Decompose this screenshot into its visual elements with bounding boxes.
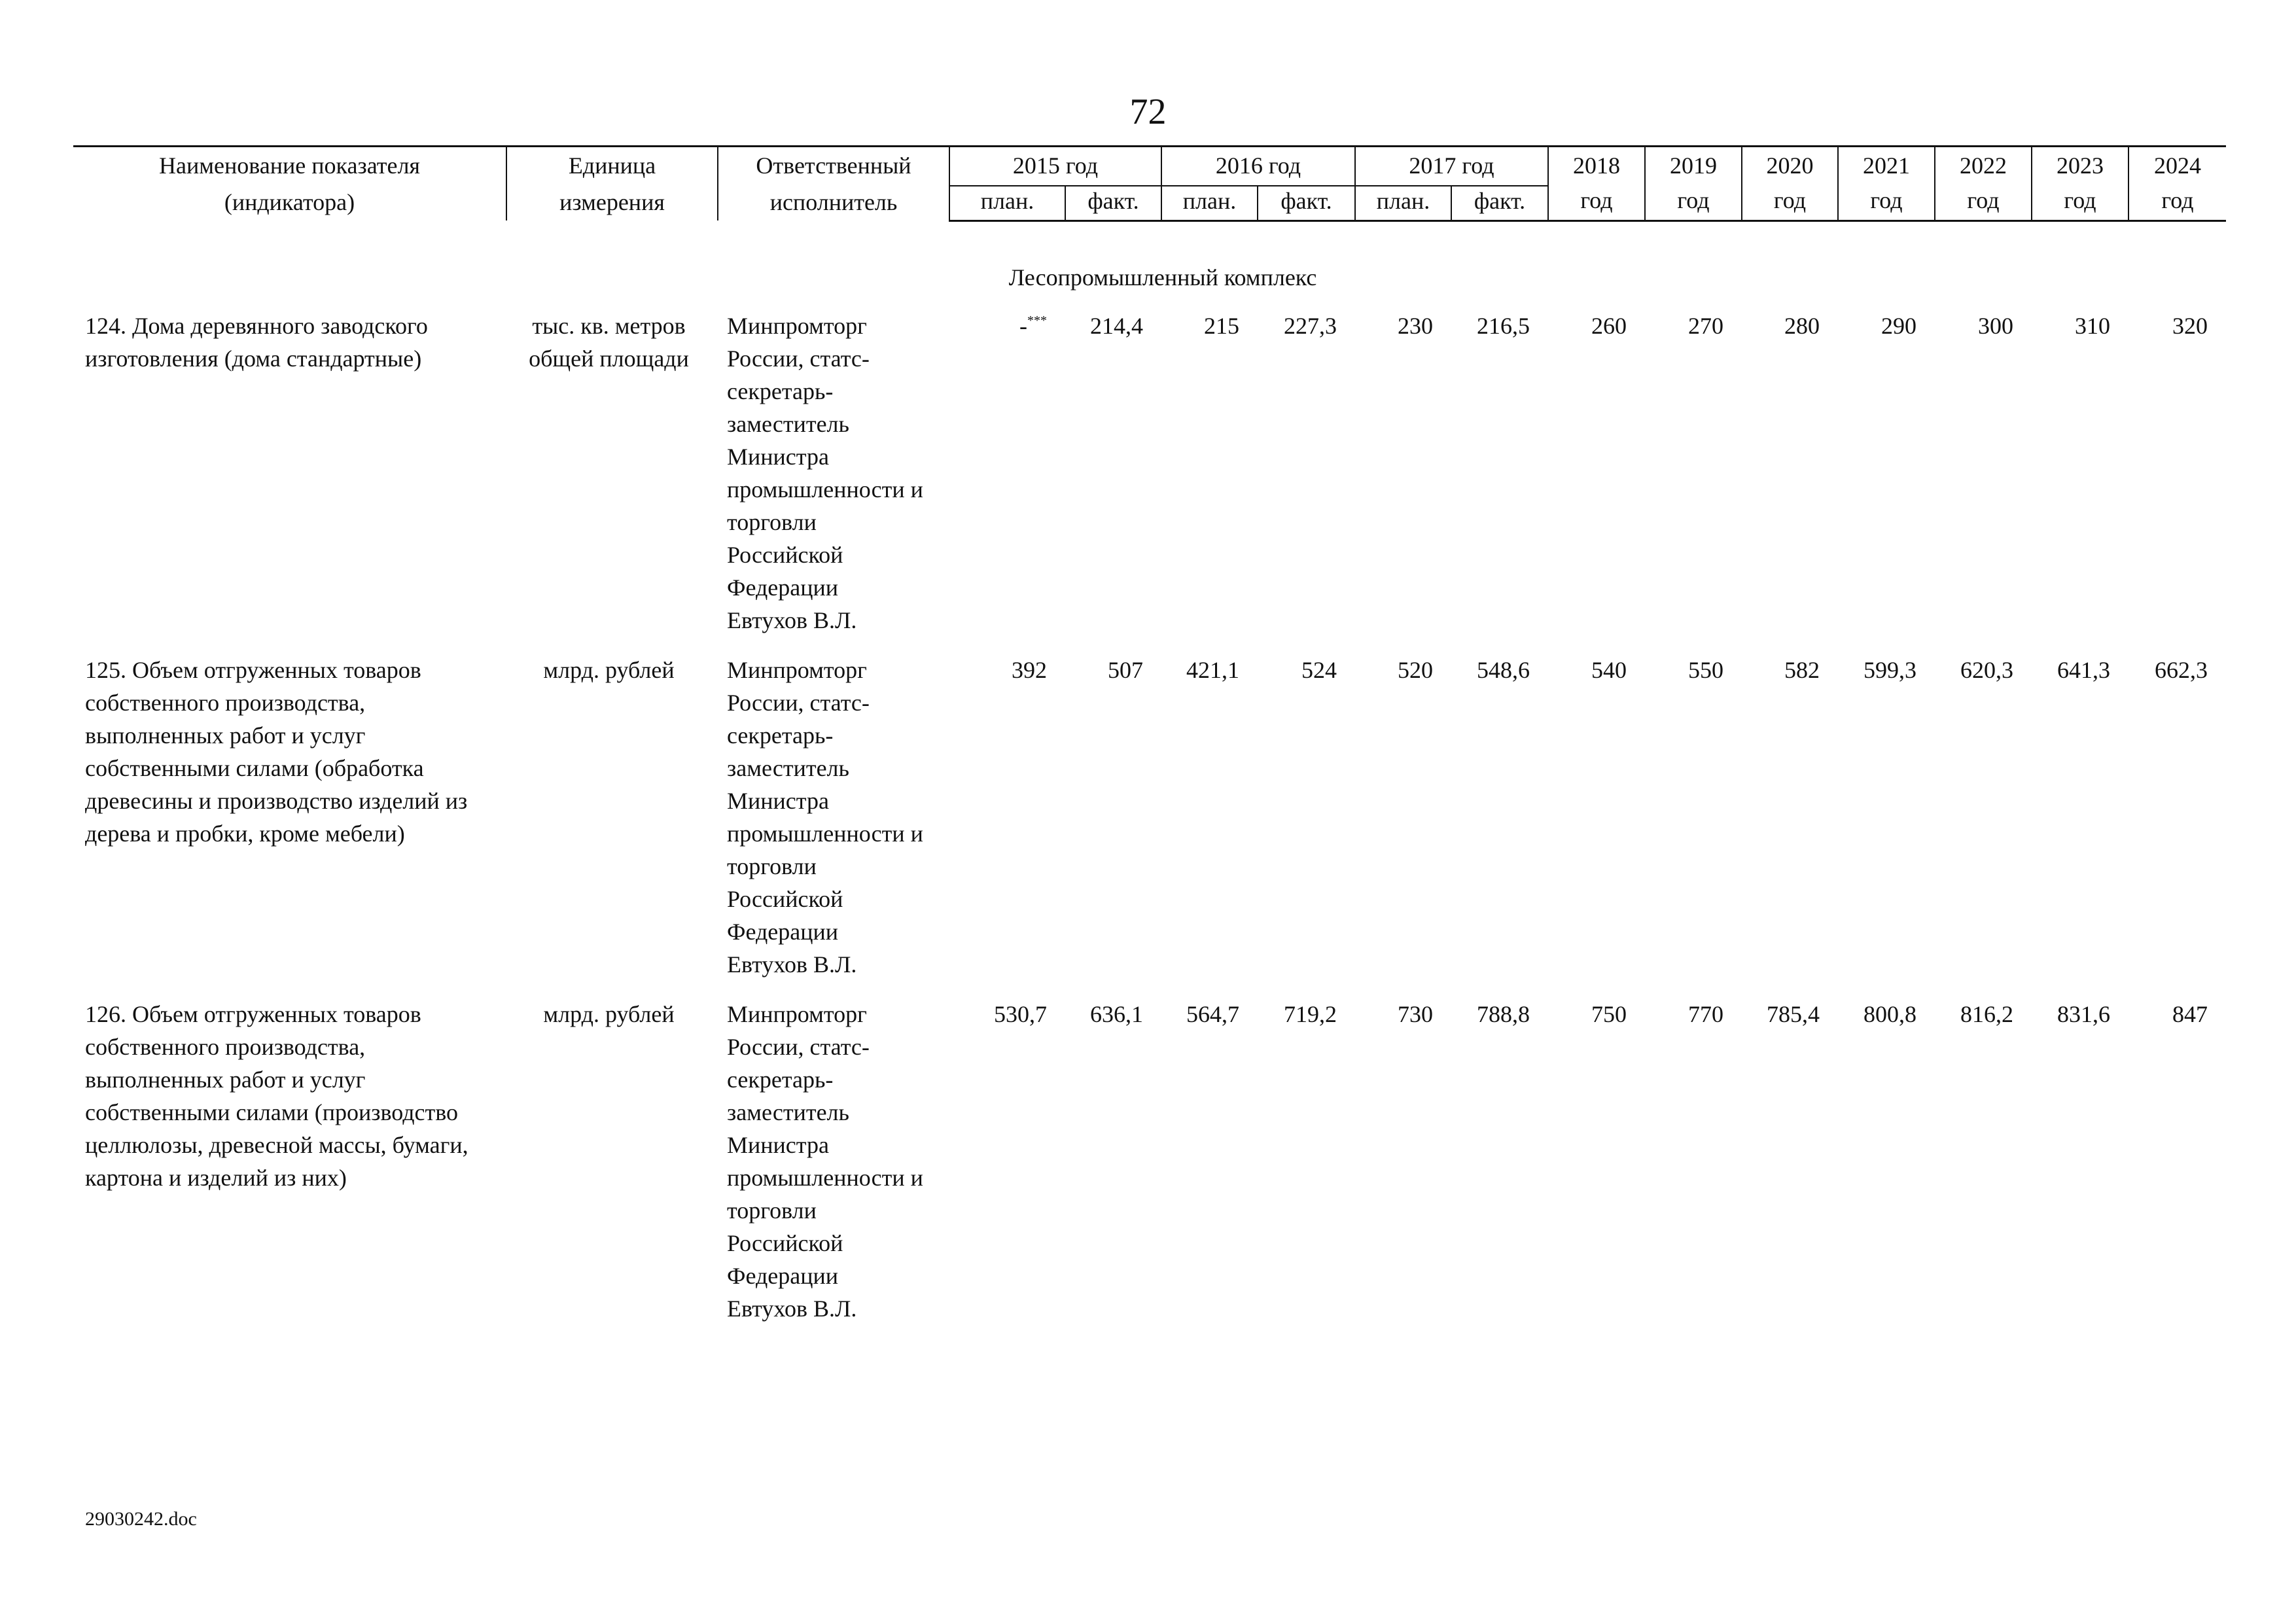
value-2021: 800,8 (1863, 1000, 1916, 1027)
indicator-name: 126. Объем отгруженных товаров собственного производства, выполненных работ и услуг собственными силами (производство целлюлозы, древесной массы, бумаги, картона и изделий из них) (85, 1000, 468, 1191)
value-text: 530,7 (994, 1000, 1047, 1027)
value-2023: 831,6 (2057, 1000, 2110, 1027)
header-indicator-name (73, 147, 506, 221)
responsible-line: торговли (727, 1197, 817, 1224)
responsible-line: Минпромторг (727, 1000, 867, 1027)
value-2021: 290 (1881, 312, 1916, 339)
responsible-line: секретарь- (727, 378, 834, 404)
section-cell (73, 220, 2226, 303)
value-2020: 582 (1784, 656, 1820, 683)
value-2022: 816,2 (1960, 1000, 2013, 1027)
section-title: Лесопромышленный комплекс (1008, 264, 1317, 291)
header-god-2022: год (1935, 186, 2032, 220)
header-year-2016: 2016 год (1161, 147, 1355, 186)
value-2016-fact: 524 (1301, 656, 1337, 683)
value-2016-plan: 215 (1204, 312, 1239, 339)
responsible-line: Минпромторг (727, 656, 867, 683)
section-row (73, 220, 2226, 303)
responsible-line: Министра (727, 1131, 829, 1158)
header-god-2021: год (1838, 186, 1935, 220)
header-responsible-line1: Ответственный (756, 152, 911, 179)
header-unit-line2: измерения (559, 189, 665, 215)
indicator-name: 124. Дома деревянного заводского изготовления (дома стандартные) (85, 312, 428, 372)
header-year-2017: 2017 год (1355, 147, 1548, 186)
value-2015-fact: 507 (1108, 656, 1143, 683)
value-2022: 620,3 (1960, 656, 2013, 683)
value-2015-fact: 636,1 (1090, 1000, 1143, 1027)
responsible-line: Федерации (727, 1262, 839, 1289)
responsible-line: Минпромторг (727, 312, 867, 339)
value-2017-plan: 520 (1398, 656, 1433, 683)
value-2015-plan (949, 303, 1065, 647)
value-2019: 770 (1688, 1000, 1723, 1027)
responsible-line: Российской (727, 541, 843, 568)
value-2017-plan: 730 (1398, 1000, 1433, 1027)
header-indicator-name-line1: Наименование показателя (159, 152, 420, 179)
header-god-2018: год (1548, 186, 1645, 220)
table-row (73, 647, 2226, 991)
header-year-2021: 2021 (1838, 147, 1935, 186)
value-2024: 662,3 (2155, 656, 2208, 683)
responsible-line: Министра (727, 443, 829, 470)
table-row (73, 991, 2226, 1335)
responsible-line: промышленности и (727, 476, 923, 502)
document-code: 29030242.doc (85, 1508, 197, 1530)
responsible-line: Федерации (727, 918, 839, 945)
value-2019: 550 (1688, 656, 1723, 683)
value-2015-fact: 214,4 (1090, 312, 1143, 339)
responsible-line: заместитель (727, 1099, 849, 1125)
responsible-line: Федерации (727, 574, 839, 601)
responsible-line: Евтухов В.Л. (727, 607, 857, 633)
responsible-line: торговли (727, 853, 817, 879)
value-2015-plan (949, 991, 1065, 1335)
responsible-line: России, статс- (727, 689, 870, 716)
value-text: 392 (1012, 656, 1047, 683)
value-2017-plan: 230 (1398, 312, 1433, 339)
responsible-line: России, статс- (727, 345, 870, 372)
value-2018: 540 (1591, 656, 1627, 683)
value-2017-fact: 548,6 (1477, 656, 1530, 683)
header-god-2023: год (2032, 186, 2128, 220)
value-2016-fact: 227,3 (1284, 312, 1337, 339)
responsible-line: Российской (727, 1229, 843, 1256)
header-year-2015: 2015 год (949, 147, 1161, 186)
header-year-2018: 2018 (1548, 147, 1645, 186)
header-2016-plan: план. (1161, 186, 1258, 220)
value-2020: 785,4 (1767, 1000, 1820, 1027)
responsible-line: Евтухов В.Л. (727, 1295, 857, 1322)
responsible-line: секретарь- (727, 1066, 834, 1093)
responsible-line: промышленности и (727, 820, 923, 847)
header-unit (506, 147, 718, 221)
header-god-2020: год (1742, 186, 1838, 220)
responsible-line: секретарь- (727, 722, 834, 749)
value-2018: 750 (1591, 1000, 1627, 1027)
value-2021: 599,3 (1863, 656, 1916, 683)
value-2022: 300 (1978, 312, 2013, 339)
value-2017-fact: 216,5 (1477, 312, 1530, 339)
value-2017-fact: 788,8 (1477, 1000, 1530, 1027)
responsible-line: России, статс- (727, 1033, 870, 1060)
indicators-table (73, 145, 2226, 1335)
value-2024: 320 (2172, 312, 2208, 339)
header-year-2023: 2023 (2032, 147, 2128, 186)
value-2018: 260 (1591, 312, 1627, 339)
value-dash: - (1019, 312, 1027, 339)
header-responsible (718, 147, 949, 221)
value-2023: 641,3 (2057, 656, 2110, 683)
value-2016-plan: 564,7 (1186, 1000, 1239, 1027)
responsible-line: заместитель (727, 410, 849, 437)
value-2016-plan: 421,1 (1186, 656, 1239, 683)
indicator-unit: млрд. рублей (543, 656, 675, 683)
value-2024: 847 (2172, 1000, 2208, 1027)
page-number: 72 (1129, 92, 1167, 132)
responsible-line: Российской (727, 885, 843, 912)
indicator-responsible (718, 647, 949, 991)
header-indicator-name-line2: (индикатора) (224, 189, 355, 215)
table-header (73, 147, 2226, 221)
value-2020: 280 (1784, 312, 1820, 339)
responsible-line: заместитель (727, 754, 849, 781)
value-2015-plan (949, 647, 1065, 991)
indicator-unit: тыс. кв. метров общей площади (529, 312, 689, 372)
header-unit-line1: Единица (568, 152, 656, 179)
header-year-2024: 2024 (2128, 147, 2226, 186)
header-year-2020: 2020 (1742, 147, 1838, 186)
table-row (73, 303, 2226, 647)
header-year-2022: 2022 (1935, 147, 2032, 186)
header-god-2024: год (2128, 186, 2226, 220)
footnote-mark: *** (1027, 313, 1047, 328)
header-2015-fact: факт. (1065, 186, 1161, 220)
responsible-line: Евтухов В.Л. (727, 951, 857, 978)
indicator-name: 125. Объем отгруженных товаров собственного производства, выполненных работ и услуг собственными силами (обработка древесины и производство изделий из дерева и пробки, кроме мебели) (85, 656, 468, 847)
header-2015-plan: план. (949, 186, 1065, 220)
header-responsible-line2: исполнитель (769, 189, 898, 215)
value-2023: 310 (2075, 312, 2110, 339)
responsible-line: Министра (727, 787, 829, 814)
header-year-2019: 2019 (1645, 147, 1742, 186)
value-2016-fact: 719,2 (1284, 1000, 1337, 1027)
indicator-responsible (718, 991, 949, 1335)
header-2017-fact: факт. (1451, 186, 1548, 220)
header-2017-plan: план. (1355, 186, 1451, 220)
responsible-line: промышленности и (727, 1164, 923, 1191)
indicator-unit: млрд. рублей (543, 1000, 675, 1027)
header-2016-fact: факт. (1258, 186, 1355, 220)
responsible-line: торговли (727, 508, 817, 535)
header-god-2019: год (1645, 186, 1742, 220)
value-2019: 270 (1688, 312, 1723, 339)
indicator-responsible (718, 303, 949, 647)
